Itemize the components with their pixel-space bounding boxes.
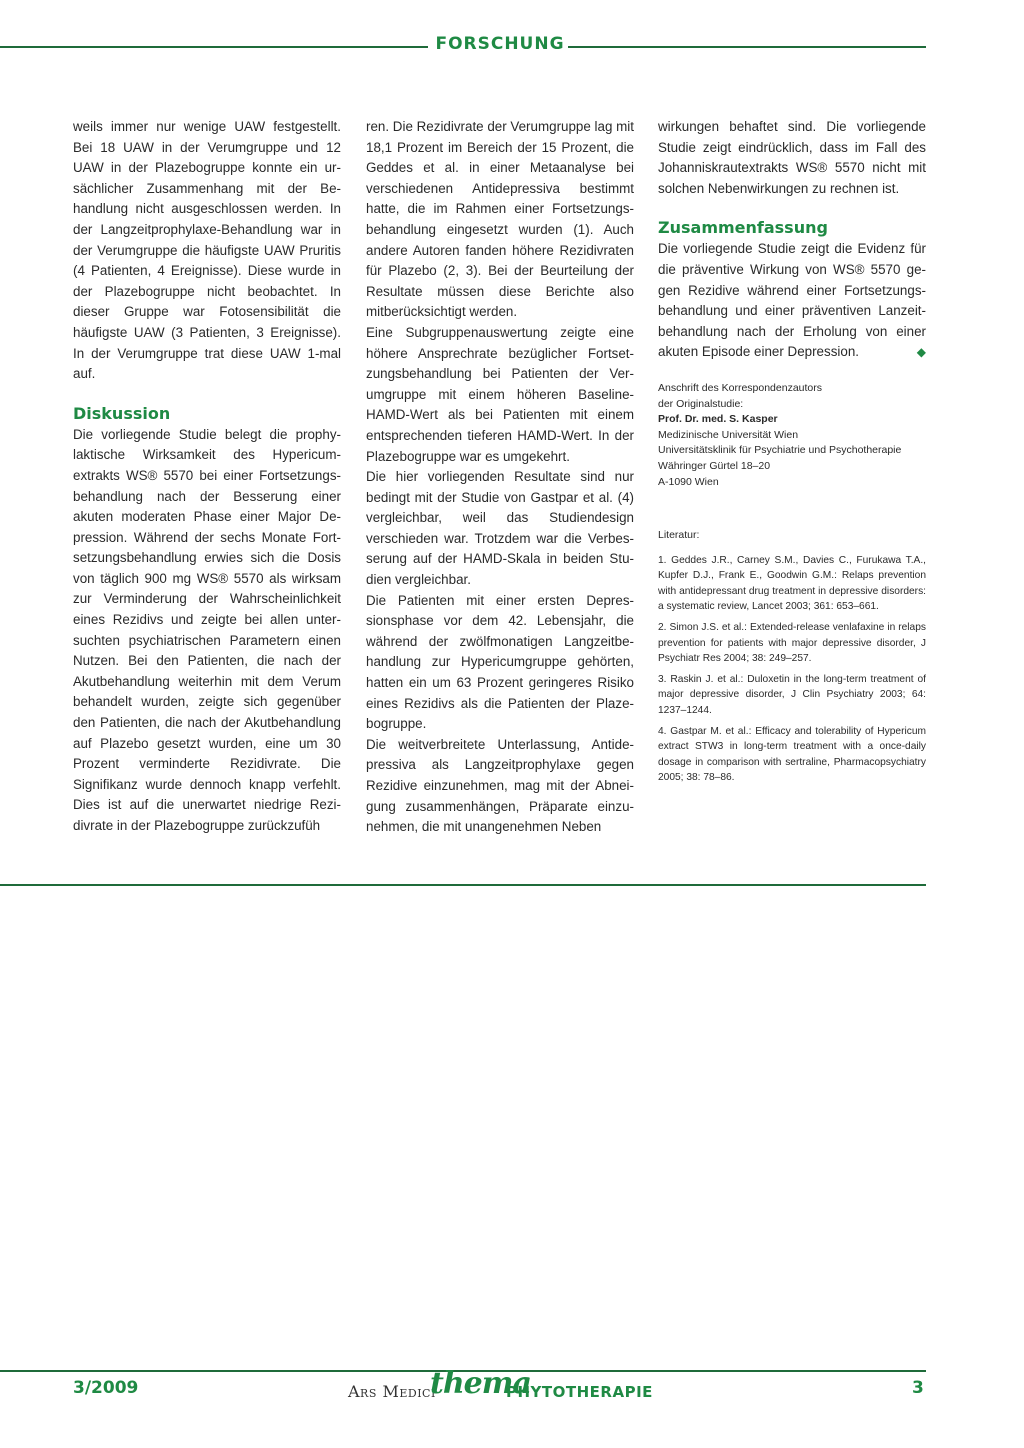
header-rule-right xyxy=(568,46,926,48)
address-line: Universitätsklinik für Psychiatrie und Psychotherapie xyxy=(658,444,902,457)
logo-ars-medici: Ars Medici xyxy=(348,1382,436,1401)
paragraph: weils immer nur wenige UAW festgestellt. Bei 18 UAW in der Verumgruppe und 12 UAW in der Plazebogruppe konnte ein ursächlicher Zusammenhang mit der Behandlung nicht ausgeschlossen werden. In der Langzeitprophylaxe-Behandlung war in der Verumgruppe die häufigste UAW Pruritis (4 Patienten, 4 Ereignisse). Diese wurde in der Plazebogruppe nicht beobachtet. In dieser Gruppe war Fotosensibilität die häufigste UAW (3 Patienten, 3 Ereignisse). In der Verumgruppe trat diese UAW 1-mal auf. xyxy=(73,119,341,382)
logo-thema: thema xyxy=(430,1366,531,1401)
correspondence-address xyxy=(658,381,926,490)
section-heading-zusammenfassung: Zusammenfassung xyxy=(658,218,828,238)
address-line: der Originalstudie: xyxy=(658,397,744,410)
summary-text: Die vorliegende Studie zeigt die Evidenz für die präventive Wirkung von WS® 5570 gegen Rezidive während einer Fortsetzungsbehandlung und einer präventiven Lanzeitbehandlung nach der Erholung von einer akuten Episode einer Depression. xyxy=(658,241,926,360)
end-diamond-icon: ◆ xyxy=(916,345,926,360)
paragraph: Eine Subgruppenauswertung zeigte eine höhere Ansprechrate bezüglicher Fortsetzungsbehandlung bei Patienten der Verumgruppe mit einem höheren Baseline-HAMD-Wert als bei Patienten mit einem entsprechenden tieferen HAMD-Wert. In der Plazebogruppe war es umgekehrt. xyxy=(366,324,634,464)
section-title: FORSCHUNG xyxy=(435,34,565,54)
reference-list xyxy=(658,553,926,785)
reference-item: 3. Raskin J. et al.: Duloxetin in the long-term treatment of major depressive disorder, J Clin Psychiatry 2003; 64: 1237–1244. xyxy=(658,674,926,716)
address-line: Medizinische Universität Wien xyxy=(658,428,799,441)
paragraph: Die Patienten mit einer ersten Depressionsphase vor dem 42. Lebensjahr, die während der zwölfmonatigen Langzeitbehandlung zur Hypericumgruppe gehörten, hatten ein um 63 Prozent geringeres Risiko eines Rezidivs als die Patienten der Plazebogruppe. xyxy=(366,592,634,732)
paragraph xyxy=(658,239,926,363)
header-rule-left xyxy=(0,46,428,48)
reference-item: 1. Geddes J.R., Carney S.M., Davies C., Furukawa T.A., Kupfer D.J., Frank E., Goodwin G.M.: Relaps prevention with antidepressant drug treatment in depressive disorders: a systematic review, Lancet 2003; 361: 653–661. xyxy=(658,555,926,612)
author-name: Prof. Dr. med. S. Kasper xyxy=(658,413,778,426)
paragraph: Die vorliegende Studie belegt die prophylaktische Wirksamkeit des Hypericumextrakts WS® 5570 bei einer Fortsetzungsbehandlung nach der Besserung einer akuten moderaten Phase einer Major Depression. Während der sechs Monate Fortsetzungsbehandlung erwies sich die Dosis von täglich 900 mg WS® 5570 als wirksam zur Verminderung der Wahrscheinlichkeit eines Rezidivs und zeigte bei allen untersuchten psychiatrischen Parametern einen Nutzen. Bei den Patienten, die nach der Akutbehandlung weiterhin mit dem Verum behandelt wurden, zeigte sich gegenüber den Patienten, die nach der Akutbehandlung auf Plazebo gesetzt wurden, eine um 30 Prozent verminderte Rezidivrate. Die Signifikanz wurde dennoch knapp verfehlt. Dies ist auf die unerwartet niedrige Rezidivrate in der Plazebogruppe zurückzufüh xyxy=(73,426,341,833)
address-line: Währinger Gürtel 18–20 xyxy=(658,459,771,472)
paragraph: Die weitverbreitete Unterlassung, Antidepressiva als Langzeitprophylaxe gegen Rezidive einzunehmen, mag mit der Abneigung zusammenhängen, Präparate einzunehmen, die mit unangenehmen Neben xyxy=(366,736,634,835)
section-heading-diskussion: Diskussion xyxy=(73,403,171,423)
logo-section-phytotherapie: PHYTOTHERAPIE xyxy=(506,1383,653,1401)
paragraph: ren. Die Rezidivrate der Verumgruppe lag mit 18,1 Prozent im Bereich der 15 Prozent, die Geddes et al. in einer Metaanalyse bei verschiedenen Antidepressiva bestimmt hatte, die im Rahmen einer Fortsetzungsbehandlung eingesetzt wurden (1). Auch andere Autoren fanden höhere Rezidivraten für Plazebo (2, 3). Bei der Beurteilung der Resultate müssen diese Berichte also mitberücksichtigt werden. xyxy=(366,119,634,320)
issue-number: 3/2009 xyxy=(73,1378,139,1398)
page-number: 3 xyxy=(912,1378,924,1398)
paragraph: Die hier vorliegenden Resultate sind nur bedingt mit der Studie von Gastpar et al. (4) vergleichbar, weil das Studiendesign verschieden war. Trotzdem war die Verbesserung auf der HAMD-Skala in beiden Studien vergleichbar. xyxy=(366,469,634,588)
paragraph: wirkungen behaftet sind. Die vorliegende Studie zeigt eindrücklich, dass im Fall des Johanniskrautextrakts WS® 5570 nicht mit solchen Nebenwirkungen zu rechnen ist. xyxy=(658,119,926,196)
text-column-1 xyxy=(73,117,341,837)
content-bottom-rule xyxy=(0,884,926,886)
address-line: Anschrift des Korrespondenzautors xyxy=(658,381,823,394)
text-column-3 xyxy=(658,117,926,785)
address-line: A-1090 Wien xyxy=(658,475,719,488)
reference-item: 2. Simon J.S. et al.: Extended-release venlafaxine in relaps prevention for patients with major depressive disorder, J Psychiatr Res 2004; 38: 249–257. xyxy=(658,622,926,664)
text-column-2 xyxy=(366,117,634,838)
literature-title: Literatur: xyxy=(658,529,700,542)
reference-item: 4. Gastpar M. et al.: Efficacy and tolerability of Hypericum extract STW3 in long-term treatment with a once-daily dosage in comparison with sertraline, Pharmacopsychiatry 2005; 38: 78–86. xyxy=(658,726,926,783)
